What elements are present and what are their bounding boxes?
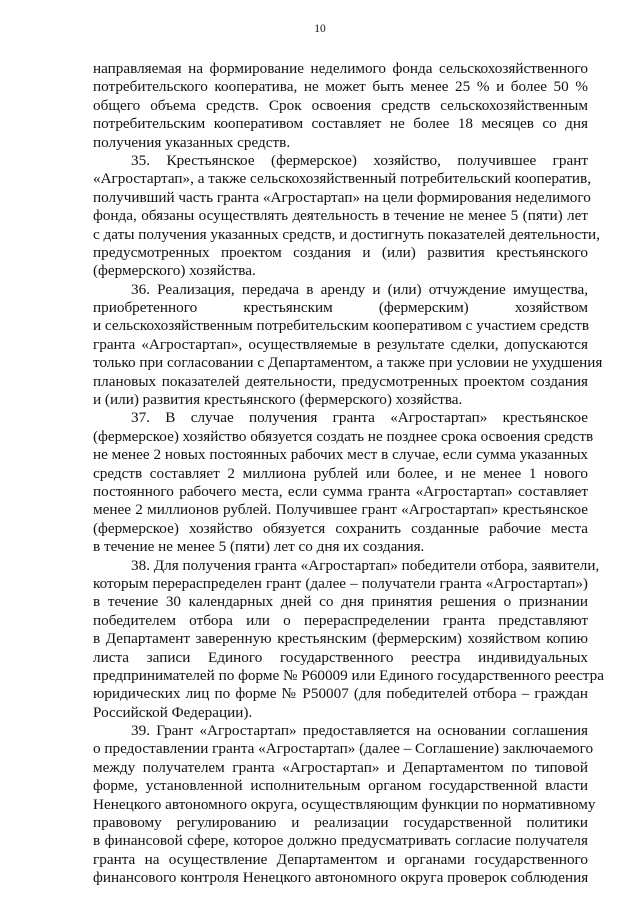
document-body-text	[93, 60, 604, 888]
text-line: получивший часть гранта «Агростартап» на цели формирования неделимого	[93, 188, 591, 206]
text-line: 36. Реализация, передача в аренду и (или) отчуждение имущества,	[131, 280, 588, 298]
text-line: приобретенного крестьянским (фермерским) хозяйством	[93, 299, 588, 317]
text-line: финансового контроля Ненецкого автономного округа проверок соблюдения	[93, 869, 589, 887]
text-line: листа записи Единого государственного реестра индивидуальных	[93, 648, 588, 666]
text-line: в течение не менее 5 (пяти) лет со дня их создания.	[93, 538, 425, 556]
text-line: в финансовой сфере, которое должно предусматривать согласие получателя	[93, 832, 588, 850]
text-line: 35. Крестьянское (фермерское) хозяйство, получившее грант	[131, 151, 588, 169]
text-line: плановых показателей деятельности, предусмотренных проектом создания	[93, 372, 588, 390]
text-line: получения указанных средств.	[93, 133, 291, 151]
text-line: менее 2 миллионов рублей. Получившее грант «Агростартап» крестьянское	[93, 501, 588, 519]
text-line: юридических лиц по форме № Р50007 (для победителей отбора – граждан	[93, 685, 588, 703]
text-line: в Департамент заверенную крестьянским (фермерским) хозяйством копию	[93, 630, 588, 648]
text-line: с даты получения указанных средств, и достигнуть показателей деятельности,	[93, 225, 600, 243]
text-line: общего объема средств. Срок освоения средств сельскохозяйственным	[93, 96, 588, 114]
text-line: форме, установленной исполнительным органом государственной власти	[93, 777, 588, 795]
text-line: (фермерского) хозяйства.	[93, 262, 256, 280]
page-number: 10	[314, 23, 326, 35]
text-line: потребительским кооперативом составляет не более 18 месяцев со дня	[93, 115, 588, 133]
text-line: правовому регулированию и реализации государственной политики	[93, 814, 588, 832]
text-line: между получателем гранта «Агростартап» и Департаментом по типовой	[93, 758, 588, 776]
text-line: не менее 2 новых постоянных рабочих мест в случае, если сумма указанных	[93, 446, 588, 464]
text-line: предпринимателей по форме № Р60009 или Единого государственного реестра	[93, 666, 604, 684]
text-line: гранта «Агростартап», осуществляемые в результате сделки, допускаются	[93, 335, 588, 353]
text-line: (фермерское) хозяйство обязуется создать не позднее срока освоения средств	[93, 427, 594, 445]
text-line: потребительского кооператива, не может быть менее 25 % и более 50 %	[93, 78, 588, 96]
text-line: постоянного рабочего места, если сумма гранта «Агростартап» составляет	[93, 482, 588, 500]
text-line: о предоставлении гранта «Агростартап» (далее – Соглашение) заключаемого	[93, 740, 594, 758]
text-line: в течение 30 календарных дней со дня принятия решения о признании	[93, 593, 588, 611]
text-line: направляемая на формирование неделимого фонда сельскохозяйственного	[93, 60, 588, 77]
text-line: предусмотренных проектом создания и (или) развития крестьянского	[93, 243, 588, 261]
text-line: «Агростартап», а также сельскохозяйственный потребительский кооператив,	[93, 170, 592, 188]
text-line: фонда, обязаны осуществлять деятельность в течение не менее 5 (пяти) лет	[93, 207, 588, 225]
text-line: и сельскохозяйственным потребительским кооперативом с участием средств	[93, 317, 589, 335]
text-line: 37. В случае получения гранта «Агростартап» крестьянское	[131, 409, 588, 427]
text-line: гранта на осуществление Департаментом и органами государственного	[93, 850, 588, 868]
text-line: которым перераспределен грант (далее – получатели гранта «Агростартап»)	[93, 574, 588, 592]
text-line: победителем отбора или о перераспределении гранта представляют	[93, 611, 588, 629]
text-line: средств составляет 2 миллиона рублей или более, и не менее 1 нового	[93, 464, 588, 482]
text-line: Российской Федерации).	[93, 703, 253, 721]
text-line: и (или) развития крестьянского (фермерского) хозяйства.	[93, 391, 463, 409]
text-line: только при согласовании с Департаментом, а также при условии не ухудшения	[93, 354, 603, 372]
text-line: 39. Грант «Агростартап» предоставляется на основании соглашения	[131, 722, 588, 740]
text-line: 38. Для получения гранта «Агростартап» победители отбора, заявители,	[131, 556, 600, 574]
text-line: Ненецкого автономного округа, осуществляющим функции по нормативному	[93, 795, 596, 813]
text-line: (фермерское) хозяйство обязуется сохранить созданные рабочие места	[93, 519, 588, 537]
